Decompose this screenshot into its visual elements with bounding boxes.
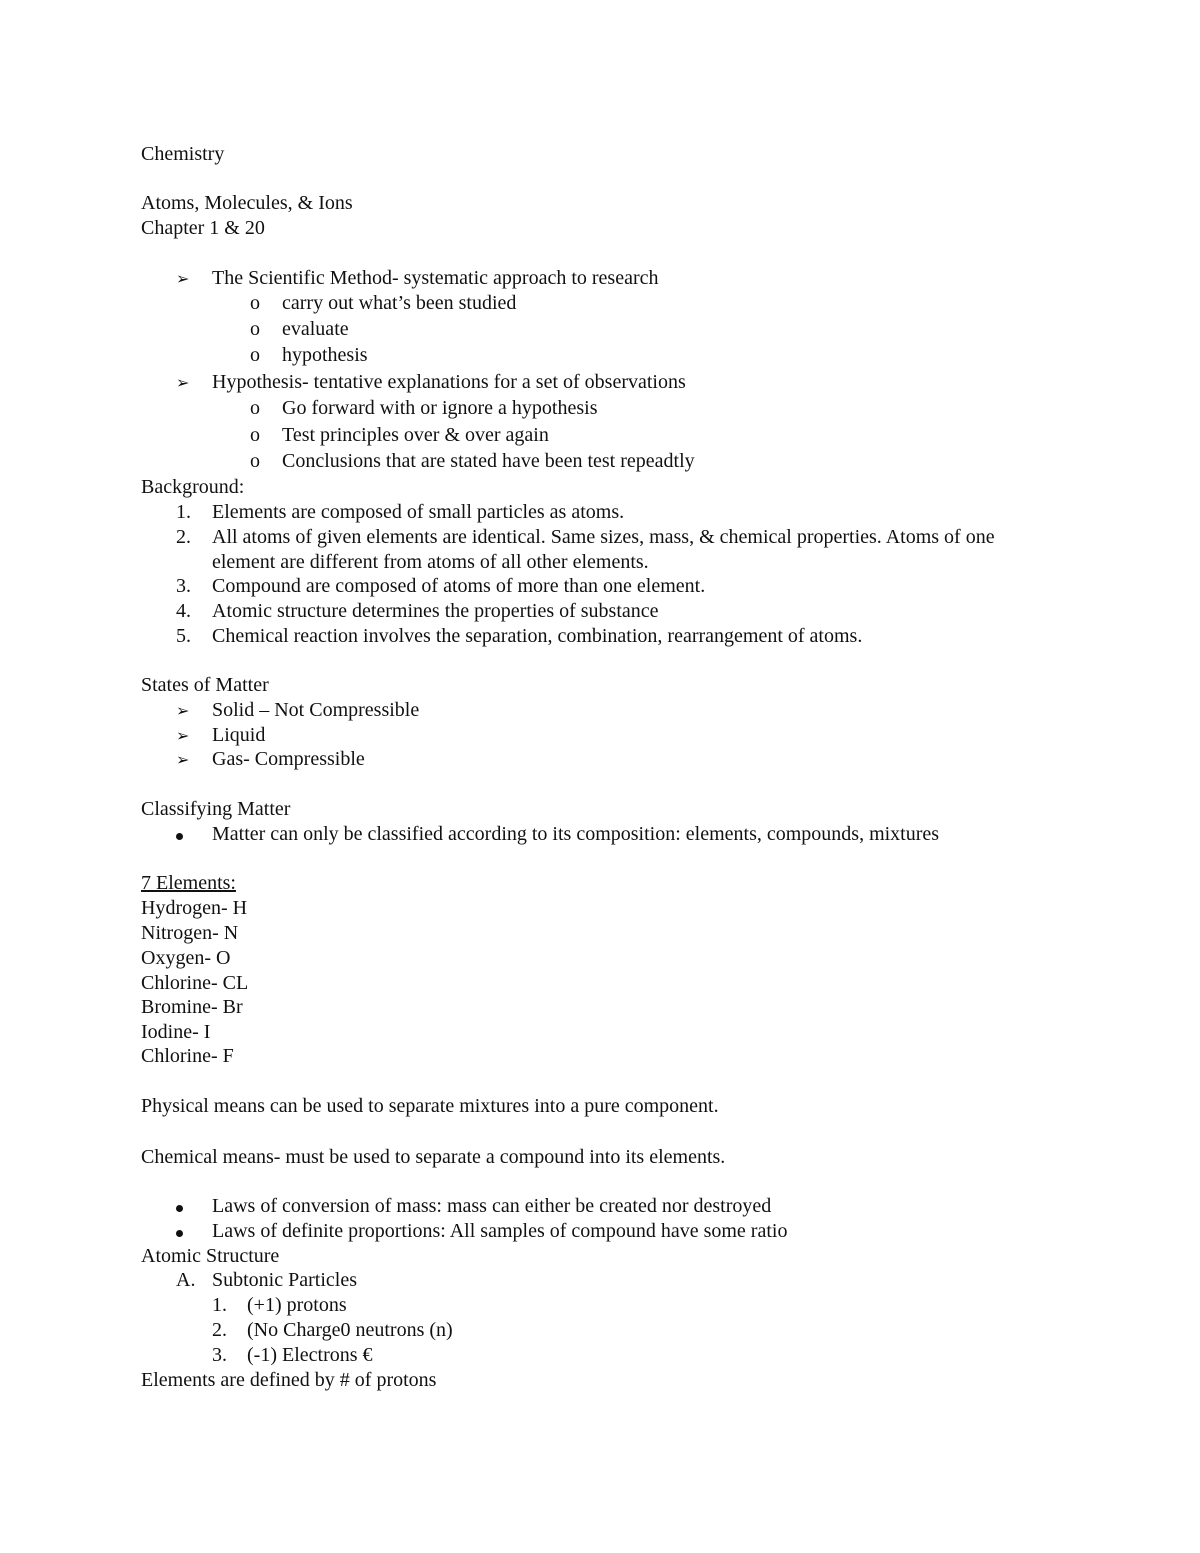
bullet-dot-icon <box>176 822 183 847</box>
law-item: Laws of definite proportions: All samples of compound have some ratio <box>212 1220 788 1242</box>
list-letter: A. <box>176 1269 196 1291</box>
arrow-bullet-icon: ➢ <box>176 701 190 720</box>
list-number: 3. <box>212 1344 227 1366</box>
method-subitem: Test principles over & over again <box>282 424 549 446</box>
method-subitem: Go forward with or ignore a hypothesis <box>282 397 598 419</box>
document-subtitle: Atoms, Molecules, & Ions <box>141 192 353 214</box>
background-heading: Background: <box>141 476 245 498</box>
classifying-item: Matter can only be classified according to its composition: elements, compounds, mixtures <box>212 823 940 845</box>
list-number: 3. <box>176 575 191 597</box>
sub-bullet-icon: o <box>250 424 260 446</box>
state-item: Gas- Compressible <box>212 748 365 770</box>
element-item: Nitrogen- N <box>141 922 239 944</box>
arrow-bullet-icon: ➢ <box>176 726 190 745</box>
particle-item: (No Charge0 neutrons (n) <box>247 1319 453 1341</box>
document-title: Chemistry <box>141 143 225 165</box>
chemical-means-text: Chemical means- must be used to separate a compound into its elements. <box>141 1146 726 1168</box>
sub-bullet-icon: o <box>250 292 260 314</box>
background-item: Atomic structure determines the properties of substance <box>212 600 659 622</box>
background-item: Chemical reaction involves the separation, combination, rearrangement of atoms. <box>212 625 863 647</box>
bullet-dot-icon <box>176 1219 183 1244</box>
list-number: 1. <box>212 1294 227 1316</box>
sub-bullet-icon: o <box>250 397 260 419</box>
particle-item: (+1) protons <box>247 1294 347 1316</box>
bullet-dot-icon <box>176 1194 183 1219</box>
method-subitem: carry out what’s been studied <box>282 292 517 314</box>
method-subitem: hypothesis <box>282 344 368 366</box>
list-number: 5. <box>176 625 191 647</box>
law-item: Laws of conversion of mass: mass can either be created nor destroyed <box>212 1195 772 1217</box>
elements-heading: 7 Elements: <box>141 872 236 894</box>
state-item: Liquid <box>212 724 266 746</box>
chapter-label: Chapter 1 & 20 <box>141 217 265 239</box>
arrow-bullet-icon: ➢ <box>176 373 190 392</box>
list-number: 4. <box>176 600 191 622</box>
element-item: Chlorine- F <box>141 1045 234 1067</box>
list-number: 2. <box>212 1319 227 1341</box>
atomic-sub-heading: Subtonic Particles <box>212 1269 357 1291</box>
element-item: Iodine- I <box>141 1021 211 1043</box>
element-item: Bromine- Br <box>141 996 243 1018</box>
classifying-heading: Classifying Matter <box>141 798 291 820</box>
arrow-bullet-icon: ➢ <box>176 269 190 288</box>
state-item: Solid – Not Compressible <box>212 699 420 721</box>
physical-means-text: Physical means can be used to separate mixtures into a pure component. <box>141 1095 719 1117</box>
list-number: 1. <box>176 501 191 523</box>
particle-item: (-1) Electrons € <box>247 1344 373 1366</box>
sub-bullet-icon: o <box>250 318 260 340</box>
element-item: Oxygen- O <box>141 947 231 969</box>
element-item: Hydrogen- H <box>141 897 248 919</box>
sub-bullet-icon: o <box>250 450 260 472</box>
background-item: Compound are composed of atoms of more than one element. <box>212 575 706 597</box>
states-heading: States of Matter <box>141 674 269 696</box>
sub-bullet-icon: o <box>250 344 260 366</box>
background-item: All atoms of given elements are identical. Same sizes, mass, & chemical properties. Atoms of one element are different from atoms of all other elements. <box>212 526 995 573</box>
method-item: Hypothesis- tentative explanations for a set of observations <box>212 371 686 393</box>
atomic-structure-heading: Atomic Structure <box>141 1245 280 1267</box>
method-item: The Scientific Method- systematic approach to research <box>212 267 659 289</box>
method-subitem: evaluate <box>282 318 349 340</box>
element-item: Chlorine- CL <box>141 972 249 994</box>
arrow-bullet-icon: ➢ <box>176 750 190 769</box>
background-item: Elements are composed of small particles as atoms. <box>212 501 625 523</box>
closing-text: Elements are defined by # of protons <box>141 1369 437 1391</box>
method-subitem: Conclusions that are stated have been test repeadtly <box>282 450 695 472</box>
list-number: 2. <box>176 526 191 548</box>
